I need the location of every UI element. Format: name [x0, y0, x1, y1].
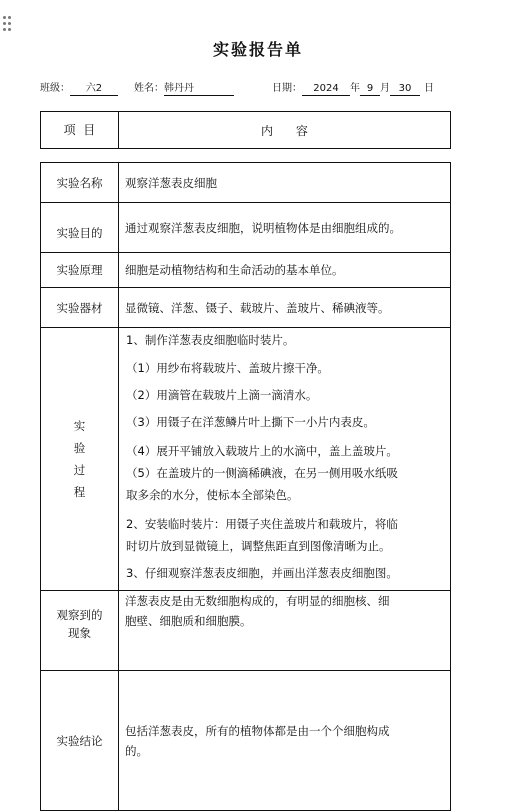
process-step: （3）用镊子在洋葱鳞片叶上撕下一小片内表皮。	[126, 415, 375, 429]
process-step: 时切片放到显微镜上，调整焦距直到图像清晰为止。	[126, 539, 391, 553]
process-step: 2、安装临时装片：用镊子夹住盖玻片和载玻片，将临	[126, 517, 398, 531]
conclusion-line: 的。	[125, 743, 148, 758]
row-equipment	[41, 288, 451, 328]
process-step: 1、制作洋葱表皮细胞临时装片。	[126, 333, 295, 347]
label-observation	[41, 591, 119, 671]
label-process-char: 实	[73, 419, 86, 433]
value-conclusion[interactable]	[119, 671, 451, 811]
value-equipment[interactable]: 显微镜、洋葱、镊子、载玻片、盖玻片、稀碘液等。	[119, 288, 451, 328]
row-observation	[41, 591, 451, 671]
date-year[interactable]: 2024	[302, 83, 350, 96]
label-equipment: 实验器材	[41, 288, 119, 328]
name-label: 姓名：	[134, 83, 164, 94]
label-process-char: 过	[73, 463, 86, 477]
label-conclusion: 实验结论	[41, 671, 119, 811]
value-principle[interactable]: 细胞是动植物结构和生命活动的基本单位。	[119, 253, 451, 288]
date-field	[272, 79, 434, 96]
value-experiment-name[interactable]: 观察洋葱表皮细胞	[119, 163, 451, 203]
label-purpose: 实验目的	[41, 203, 119, 253]
observation-line: 洋葱表皮是由无数细胞构成的，有明显的细胞核、细	[125, 594, 390, 608]
name-value[interactable]: 韩丹丹	[164, 79, 234, 96]
process-step: （5）在盖玻片的一侧滴稀碘液，在另一侧用吸水纸吸	[126, 466, 398, 480]
row-experiment-name	[41, 163, 451, 203]
header-content: 内 容	[119, 112, 451, 149]
process-step: 取多余的水分，使标本全部染色。	[126, 488, 299, 502]
label-experiment-name: 实验名称	[41, 163, 119, 203]
label-process-char: 验	[73, 441, 86, 455]
page-title: 实验报告单	[212, 40, 303, 59]
row-conclusion	[41, 671, 451, 811]
process-step: 3、仔细观察洋葱表皮细胞，并画出洋葱表皮细胞图。	[126, 566, 398, 580]
process-step: （1）用纱布将载玻片、盖玻片擦干净。	[126, 361, 329, 375]
date-month[interactable]: 9	[360, 83, 380, 96]
drag-handle-icon[interactable]	[3, 16, 13, 32]
date-label: 日期：	[272, 83, 302, 94]
value-observation[interactable]	[119, 591, 451, 671]
row-purpose	[41, 203, 451, 253]
label-observation-line: 观察到的	[56, 608, 103, 622]
value-purpose[interactable]: 通过观察洋葱表皮细胞，说明植物体是由细胞组成的。	[119, 203, 451, 253]
label-principle: 实验原理	[41, 253, 119, 288]
process-step: （2）用滴管在载玻片上滴一滴清水。	[126, 388, 318, 402]
label-observation-line: 现象	[68, 626, 91, 640]
conclusion-line: 包括洋葱表皮，所有的植物体都是由一个个细胞构成	[125, 723, 390, 738]
date-day[interactable]: 30	[390, 83, 420, 96]
process-step: （4）展开平铺放入载玻片上的水滴中，盖上盖玻片。	[126, 444, 398, 458]
observation-line: 胞壁、细胞质和细胞膜。	[125, 614, 252, 628]
class-label: 班级：	[40, 83, 70, 94]
year-unit: 年	[350, 83, 360, 94]
name-field	[134, 79, 234, 96]
header-table	[40, 111, 451, 149]
day-unit: 日	[424, 83, 434, 94]
month-unit: 月	[380, 83, 390, 94]
label-process-char: 程	[73, 485, 86, 499]
label-process	[41, 328, 119, 591]
class-value[interactable]: 六2	[70, 79, 118, 96]
row-principle	[41, 253, 451, 288]
header-item: 项 目	[41, 112, 119, 149]
class-field	[40, 79, 118, 96]
